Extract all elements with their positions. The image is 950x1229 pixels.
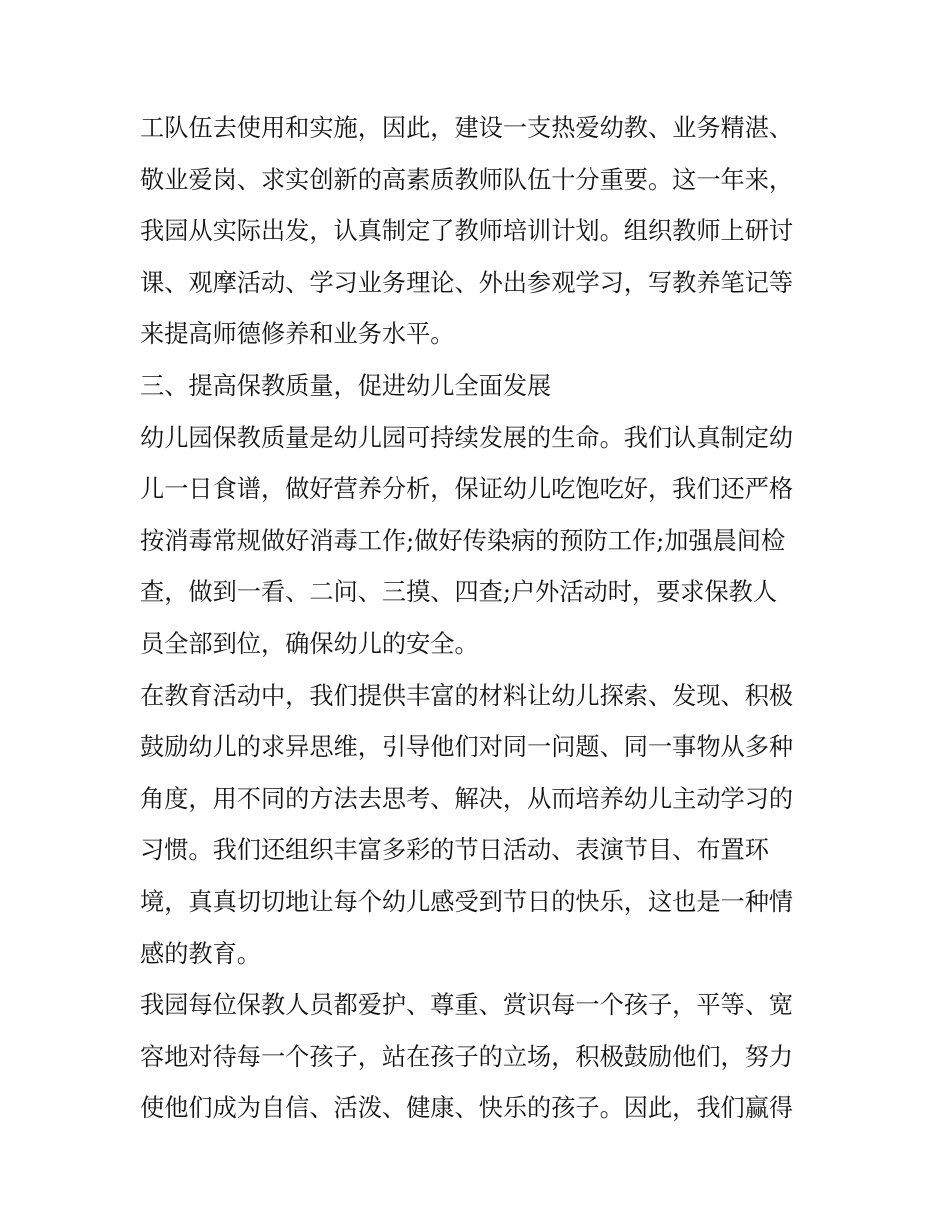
text-line: 习惯。我们还组织丰富多彩的节日活动、表演节目、布置环	[140, 836, 769, 865]
text-line: 查，做到一看、二问、三摸、四查;户外活动时，要求保教人	[140, 578, 778, 607]
text-line: 鼓励幼儿的求异思维，引导他们对同一问题、同一事物从多种	[140, 733, 794, 762]
text-line: 使他们成为自信、活泼、健康、快乐的孩子。因此，我们赢得	[140, 1094, 794, 1123]
text-line: 我园每位保教人员都爱护、尊重、赏识每一个孩子，平等、宽	[140, 991, 794, 1020]
text-line: 在教育活动中，我们提供丰富的材料让幼儿探索、发现、积极	[140, 681, 794, 710]
text-line: 感的教育。	[140, 939, 261, 968]
section-heading: 三、提高保教质量，促进幼儿全面发展	[140, 371, 552, 400]
text-line: 境，真真切切地让每个幼儿感受到节日的快乐，这也是一种情	[140, 887, 794, 916]
text-line: 敬业爱岗、求实创新的高素质教师队伍十分重要。这一年来，	[140, 165, 794, 194]
text-line: 幼儿园保教质量是幼儿园可持续发展的生命。我们认真制定幼	[140, 423, 794, 452]
text-line: 按消毒常规做好消毒工作;做好传染病的预防工作;加强晨间检	[140, 526, 786, 555]
document-body	[140, 103, 815, 1135]
text-line: 容地对待每一个孩子，站在孩子的立场，积极鼓励他们，努力	[140, 1042, 794, 1071]
text-line: 来提高师德修养和业务水平。	[140, 320, 455, 349]
text-line: 员全部到位，确保幼儿的安全。	[140, 629, 479, 658]
text-line: 角度，用不同的方法去思考、解决，从而培养幼儿主动学习的	[140, 784, 794, 813]
text-line: 我园从实际出发，认真制定了教师培训计划。组织教师上研讨	[140, 217, 794, 246]
text-line: 工队伍去使用和实施，因此，建设一支热爱幼教、业务精湛、	[140, 114, 794, 142]
text-line: 儿一日食谱，做好营养分析，保证幼儿吃饱吃好，我们还严格	[140, 475, 794, 504]
text-line: 课、观摩活动、学习业务理论、外出参观学习，写教养笔记等	[140, 268, 794, 297]
